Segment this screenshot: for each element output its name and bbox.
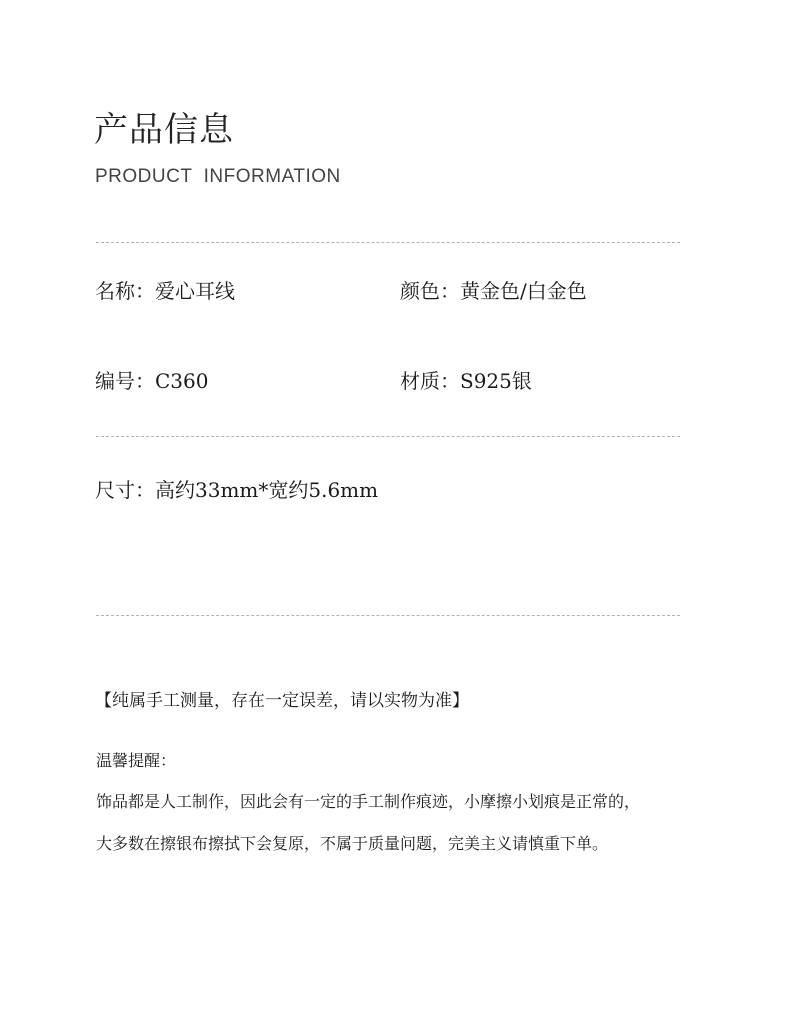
page-title: 产品信息 [94, 110, 234, 150]
divider [96, 436, 680, 437]
product-color: 颜色：黄金色/白金色 [400, 279, 587, 303]
measurement-note: 【纯属手工测量，存在一定误差，请以实物为准】 [95, 691, 469, 711]
divider [96, 615, 680, 616]
reminder-line-1: 饰品都是人工制作，因此会有一定的手工制作痕迹，小摩擦小划痕是正常的， [96, 792, 641, 811]
reminder-title: 温馨提醒： [96, 751, 177, 770]
page-subtitle: PRODUCT INFORMATION [95, 166, 341, 187]
product-material: 材质：S925银 [400, 369, 532, 393]
product-name: 名称：爱心耳线 [95, 279, 235, 303]
reminder-line-2: 大多数在擦银布擦拭下会复原，不属于质量问题，完美主义请慎重下单。 [96, 834, 609, 853]
divider [96, 242, 680, 243]
product-size: 尺寸：高约33mm*宽约5.6mm [95, 478, 379, 502]
product-code: 编号：C360 [95, 369, 209, 393]
